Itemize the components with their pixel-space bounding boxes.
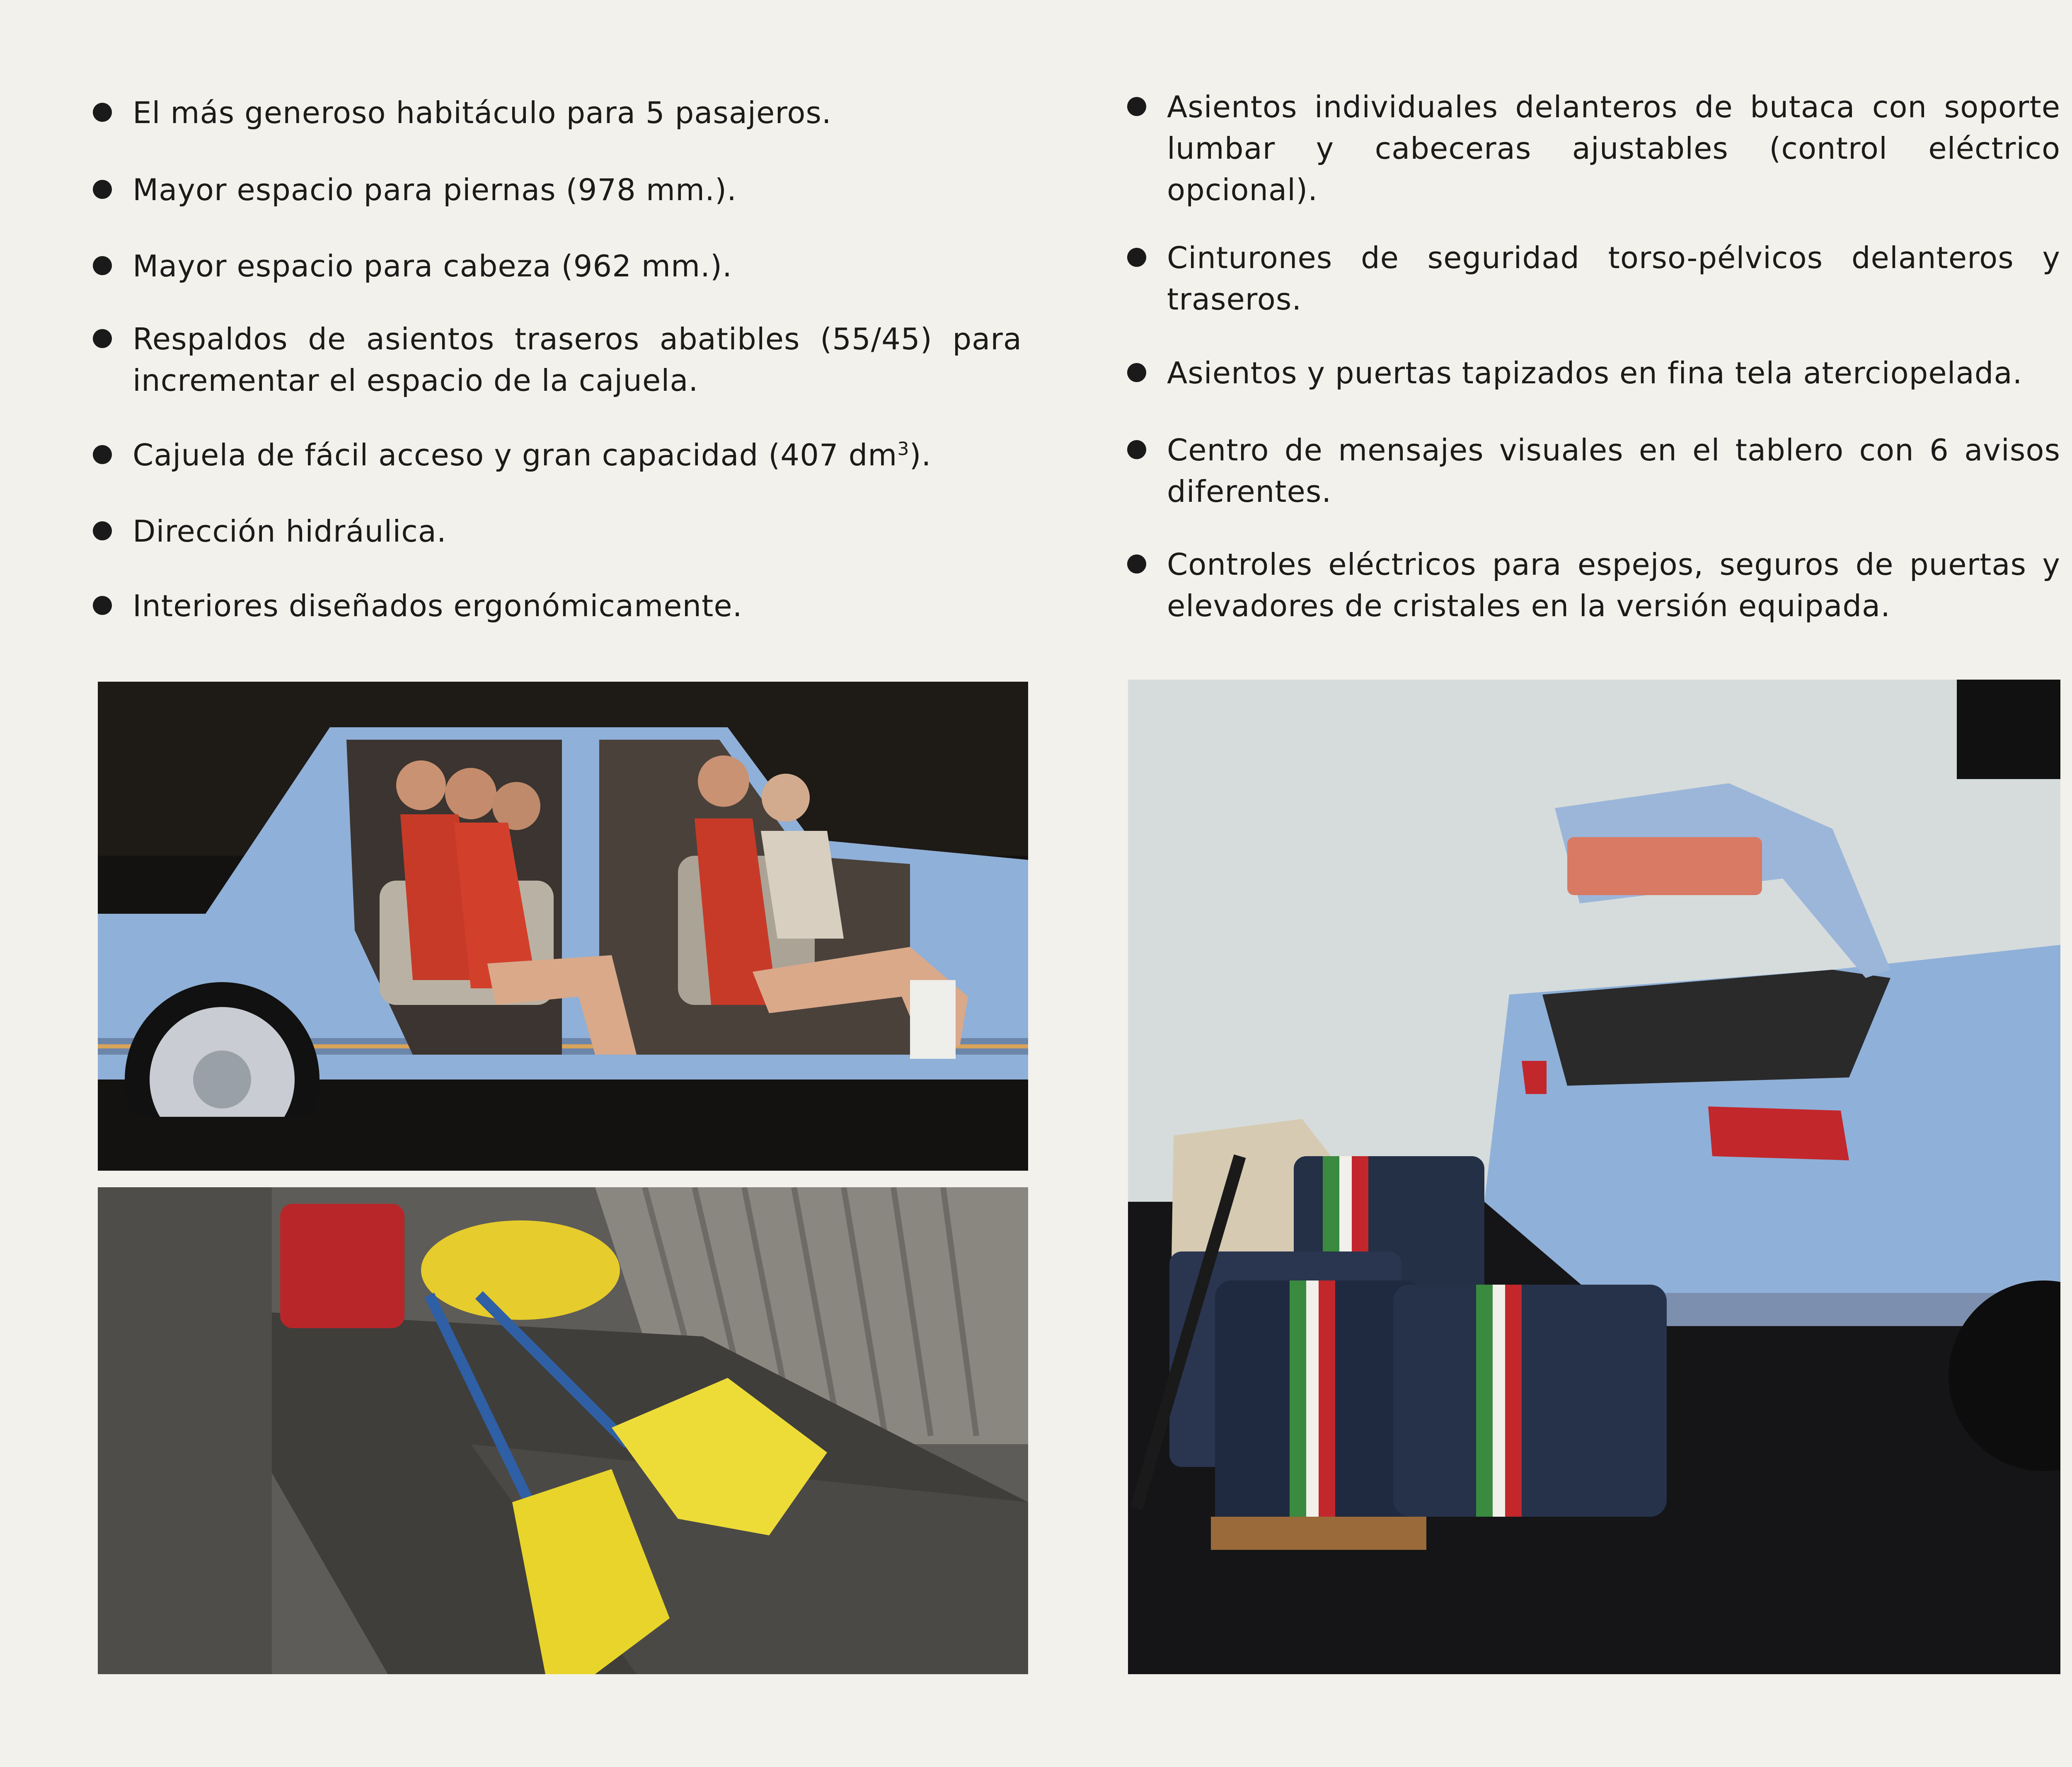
bullet-icon [93, 256, 112, 275]
list-item: Controles eléctricos para espejos, seguros de puertas y elevadores de cristales en la versión equipada. [1124, 544, 2060, 627]
bullet-icon [93, 596, 112, 615]
list-item: Asientos y puertas tapizados en fina tela aterciopelada. [1124, 352, 2060, 394]
bullet-icon [93, 521, 112, 540]
folded-seat-illustration [98, 1187, 1028, 1674]
bullet-icon [1127, 440, 1146, 459]
bullet-icon [1127, 554, 1146, 574]
list-item: Cajuela de fácil acceso y gran capacidad (407 $dm^3$). [90, 434, 1022, 476]
list-item: El más generoso habitáculo para 5 pasajeros. [90, 92, 1022, 133]
list-item: Centro de mensajes visuales en el tablero con 6 avisos diferentes. [1124, 429, 2060, 512]
list-item: Mayor espacio para piernas (978 mm.). [90, 169, 1022, 211]
photo-passengers [98, 682, 1028, 1171]
bullet-icon [93, 329, 112, 348]
bullet-icon [93, 445, 112, 464]
list-item: Mayor espacio para cabeza (962 mm.). [90, 245, 1022, 287]
list-item: Interiores diseñados ergonómicamente. [90, 585, 1022, 627]
bullet-icon [93, 103, 112, 122]
list-item: Cinturones de seguridad torso-pélvicos delanteros y traseros. [1124, 237, 2060, 320]
photo-trunk-luggage [1128, 680, 2060, 1674]
passengers-illustration [98, 682, 1028, 1171]
photo-folded-seat [98, 1187, 1028, 1674]
bullet-icon [1127, 97, 1146, 116]
bullet-icon [1127, 363, 1146, 382]
list-item: Asientos individuales delanteros de butaca con soporte lumbar y cabeceras ajustables (control eléctrico opcional). [1124, 86, 2060, 211]
list-item: Dirección hidráulica. [90, 511, 1022, 552]
bullet-icon [93, 180, 112, 199]
bullet-icon [1127, 248, 1146, 267]
trunk-luggage-illustration [1128, 680, 2060, 1674]
list-item: Respaldos de asientos traseros abatibles (55/45) para incrementar el espacio de la cajuela. [90, 318, 1022, 401]
